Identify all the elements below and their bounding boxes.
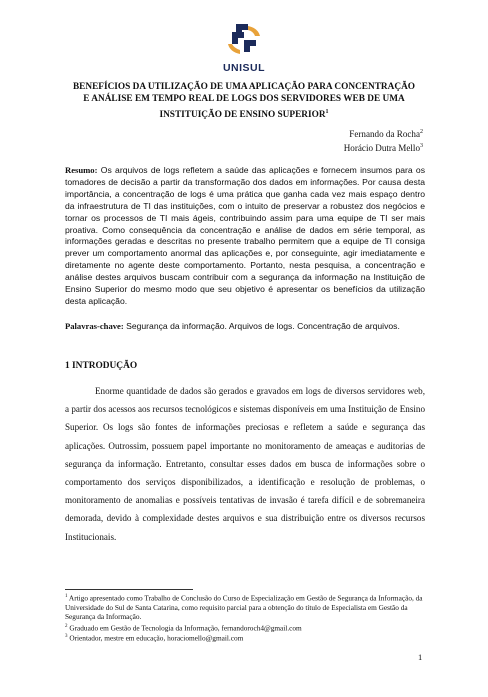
footnote-divider bbox=[65, 589, 193, 590]
title-footnote-mark: 1 bbox=[325, 108, 329, 115]
page-number: 1 bbox=[418, 652, 423, 662]
paper-title-text: BENEFÍCIOS DA UTILIZAÇÃO DE UMA APLICAÇÃO PARA CONCENTRAÇÃO E ANÁLISE EM TEMPO REAL DE LOGS DOS SERVIDORES WEB DE UMA INSTITUIÇÃO DE ENSINO SUPERIOR bbox=[72, 82, 416, 120]
keywords bbox=[65, 321, 425, 331]
section-heading: 1 INTRODUÇÃO bbox=[65, 361, 138, 371]
intro-paragraph-text: Enorme quantidade de dados são gerados e gravados em logs de diversos servidores web, a partir dos acessos aos recursos tecnológicos e sistemas disponíveis em uma Instituição de Ensino Superior. Os logs são fontes de informações preciosas e refletem a saúde e segurança das aplicações. Outrossim, possuem papel importante no monitoramento de ameaças e auditorias de segurança da informação. Entretanto, consultar esses dados em busca de informações sobre o comportamento dos serviços disponibilizados, a identificação e resolução de problemas, o monitoramento de anomalias e possíveis tentativas de invasão é tarefa difícil e de sobremaneira demorada, devido à complexidade destes arquivos e sua distribuição entre os diversos recursos Institucionais. bbox=[65, 386, 425, 542]
abstract-label: Resumo: bbox=[65, 165, 98, 175]
abstract-text: Os arquivos de logs refletem a saúde das aplicações e fornecem insumos para os tomadores de decisão a partir da transformação dos dados em informações. Por causa desta importância, a concentração de logs é uma prática que ganha cada vez mais espaço dentro da infraestrutura de TI das instituições, com o intuito de preservar a robustez dos negócios e tornar os processos de TI mais ágeis, contribuindo assim para uma equipe de TI ser mais proativa. Como consequência da concentração e análise de dados em série temporal, as informações geradas e descritas no presente trabalho permitem que a equipe de TI consiga prever um comportamento anormal das aplicações e, por conseguinte, agir imediatamente e diretamente no agente deste comportamento. Portanto, nesta pesquisa, a concentração e análise destes arquivos buscam contribuir com a segurança da informação na Instituição de Ensino Superior do mesmo modo que seu objetivo é apresentar os benefícios da utilização desta aplicação. bbox=[65, 165, 426, 306]
footnote-3 bbox=[65, 632, 427, 643]
paper-title bbox=[70, 81, 418, 121]
keywords-label: Palavras-chave: bbox=[65, 321, 124, 331]
abstract bbox=[65, 165, 425, 308]
author-2 bbox=[344, 140, 423, 154]
footnote-1-text: Artigo apresentado como Trabalho de Conclusão do Curso de Especialização em Gestão de Segurança da Informação, da Universidade do Sul de Santa Catarina, como requisito parcial para a obtenção do título de Especialista em Gestão da Segurança da Informação. bbox=[65, 593, 423, 622]
footnote-3-text: Orientador, mestre em educação, horaciomello@gmail.com bbox=[69, 633, 244, 643]
keywords-text: Segurança da informação. Arquivos de logs. Concentração de arquivos. bbox=[126, 321, 400, 331]
footnote-2-mark: 2 bbox=[65, 623, 68, 629]
footnote-1 bbox=[65, 592, 427, 622]
author-list bbox=[344, 126, 423, 155]
footnotes bbox=[65, 592, 427, 643]
footnote-3-mark: 3 bbox=[65, 634, 68, 640]
author-1 bbox=[344, 126, 423, 140]
unisul-emblem-icon bbox=[214, 18, 274, 62]
footnote-1-mark: 1 bbox=[65, 594, 68, 599]
footnote-2 bbox=[65, 622, 427, 633]
author-2-note: 3 bbox=[420, 143, 423, 150]
author-1-name: Fernando da Rocha bbox=[349, 129, 420, 140]
author-1-note: 2 bbox=[420, 129, 423, 135]
unisul-logo bbox=[214, 18, 274, 74]
footnote-2-text: Graduado em Gestão de Tecnologia da Informação, fernandoroch4@gmail.com bbox=[69, 623, 302, 633]
author-2-name: Horácio Dutra Mello bbox=[343, 143, 420, 154]
logo-wordmark: UNISUL bbox=[222, 62, 266, 74]
intro-paragraph bbox=[65, 382, 425, 546]
